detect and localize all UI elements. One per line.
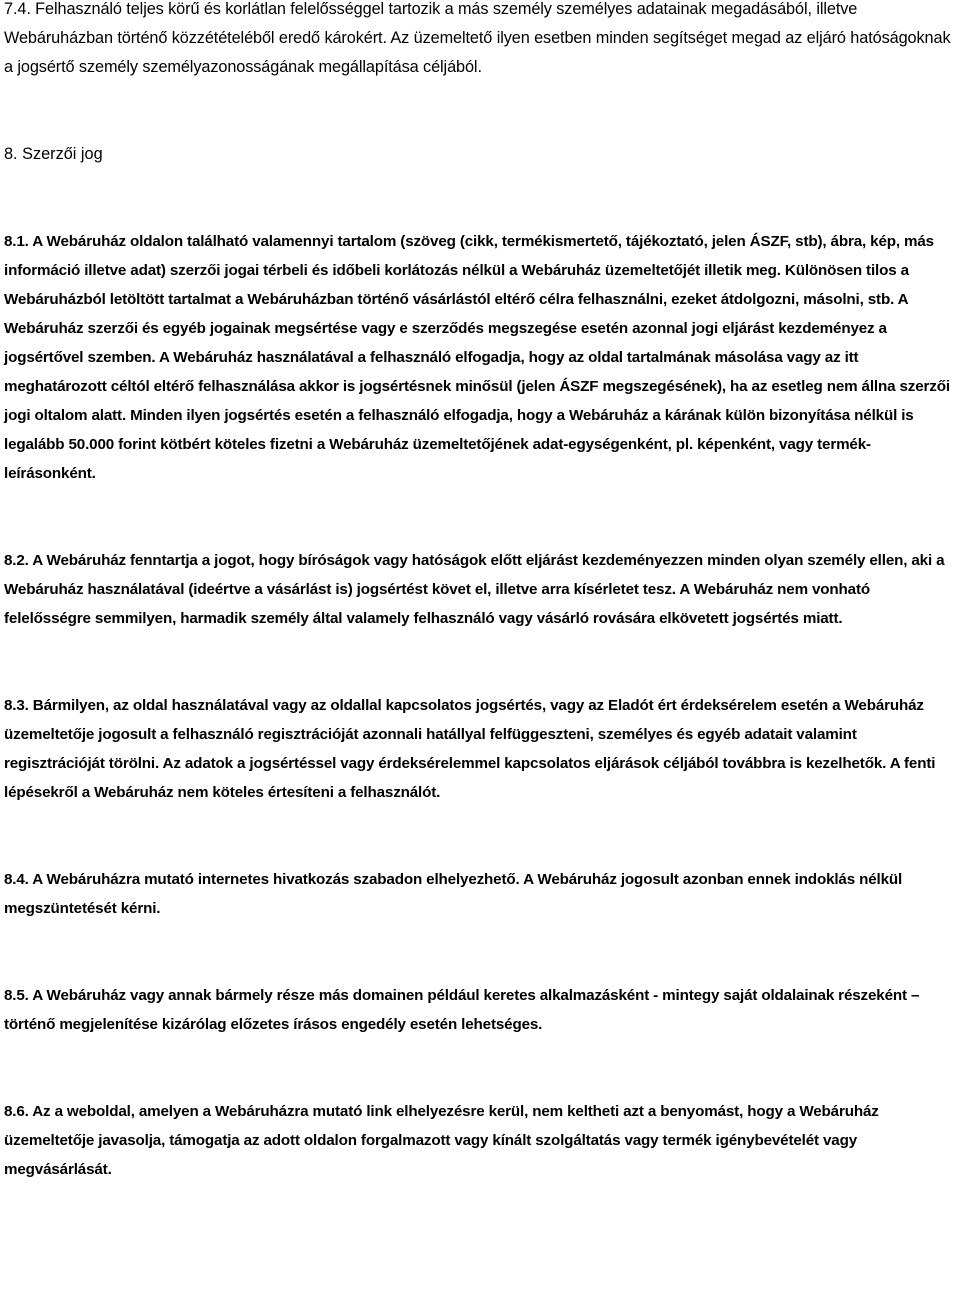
paragraph-7-4: 7.4. Felhasználó teljes körű és korlátlan felelősséggel tartozik a más személy személyes adatainak megadásából, illetve Webáruházban történő közzétételéből eredő károkért. Az üzemeltető ilyen esetben minden segítséget megad az eljáró hatóságoknak a jogsértő személy személyazonosságának megállapítása céljából. (4, 0, 951, 76)
paragraph-8-5: 8.5. A Webáruház vagy annak bármely része más domainen például keretes alkalmazásként - mintegy saját oldalainak részeként – történő megjelenítése kizárólag előzetes írásos engedély esetén lehetséges. (4, 987, 920, 1033)
paragraph-8-6: 8.6. Az a weboldal, amelyen a Webáruházra mutató link elhelyezésre kerül, nem keltheti azt a benyomást, hogy a Webáruház üzemeltetője javasolja, támogatja az adott oldalon forgalmazott vagy kínált szolgáltatás vagy termék igénybevételét vagy megvásárlását. (4, 1103, 879, 1178)
paragraph-8-2: 8.2. A Webáruház fenntartja a jogot, hogy bíróságok vagy hatóságok előtt eljárást kezdeményezzen minden olyan személy ellen, aki a Webáruház használatával (ideértve a vásárlást is) jogsértést követ el, illetve arra kísérletet tesz. A Webáruház nem vonható felelősségre semmilyen, harmadik személy által valamely felhasználó vagy vásárló rovására elkövetett jogsértés miatt. (4, 552, 945, 627)
paragraph-8-3: 8.3. Bármilyen, az oldal használatával vagy az oldallal kapcsolatos jogsértés, vagy az Eladót ért érdeksérelem esetén a Webáruház üzemeltetője jogosult a felhasználó regisztrációját azonnali hatállyal felfüggeszteni, személyes és egyéb adatait valamint regisztrációját törölni. Az adatok a jogsértéssel vagy érdeksérelemmel kapcsolatos eljárások céljából továbbra is kezelhetők. A fenti lépésekről a Webáruház nem köteles értesíteni a felhasználót. (4, 697, 936, 801)
paragraph-8-1: 8.1. A Webáruház oldalon található valamennyi tartalom (szöveg (cikk, termékismertető, tájékoztató, jelen ÁSZF, stb), ábra, kép, más információ illetve adat) szerzői jogai térbeli és időbeli korlátozás nélkül a Webáruház üzemeltetőjét illetik meg. Különösen tilos a Webáruházból letöltött tartalmat a Webáruházban történő vásárlástól eltérő célra felhasználni, ezeket átdolgozni, másolni, stb. A Webáruház szerzői és egyéb jogainak megsértése vagy e szerződés megszegése esetén azonnal jogi eljárást kezdeményez a jogsértővel szemben. A Webáruház használatával a felhasználó elfogadja, hogy az oldal tartalmának másolása vagy az itt meghatározott céltól eltérő felhasználása akkor is jogsértésnek minősül (jelen ÁSZF megszegésének), ha az esetleg nem állna szerzői jogi oltalom alatt. Minden ilyen jogsértés esetén a felhasználó elfogadja, hogy a Webáruház a kárának külön bizonyítása nélkül is legalább 50.000 forint kötbért köteles fizetni a Webáruház üzemeltetőjének adat-egységenként, pl. képenként, vagy termék-leírásonként. (4, 233, 950, 482)
section-heading-8: 8. Szerzői jog (4, 145, 103, 163)
document-page (4, 0, 952, 1184)
paragraph-8-4: 8.4. A Webáruházra mutató internetes hivatkozás szabadon elhelyezhető. A Webáruház jogosult azonban ennek indoklás nélkül megszüntetését kérni. (4, 871, 903, 917)
